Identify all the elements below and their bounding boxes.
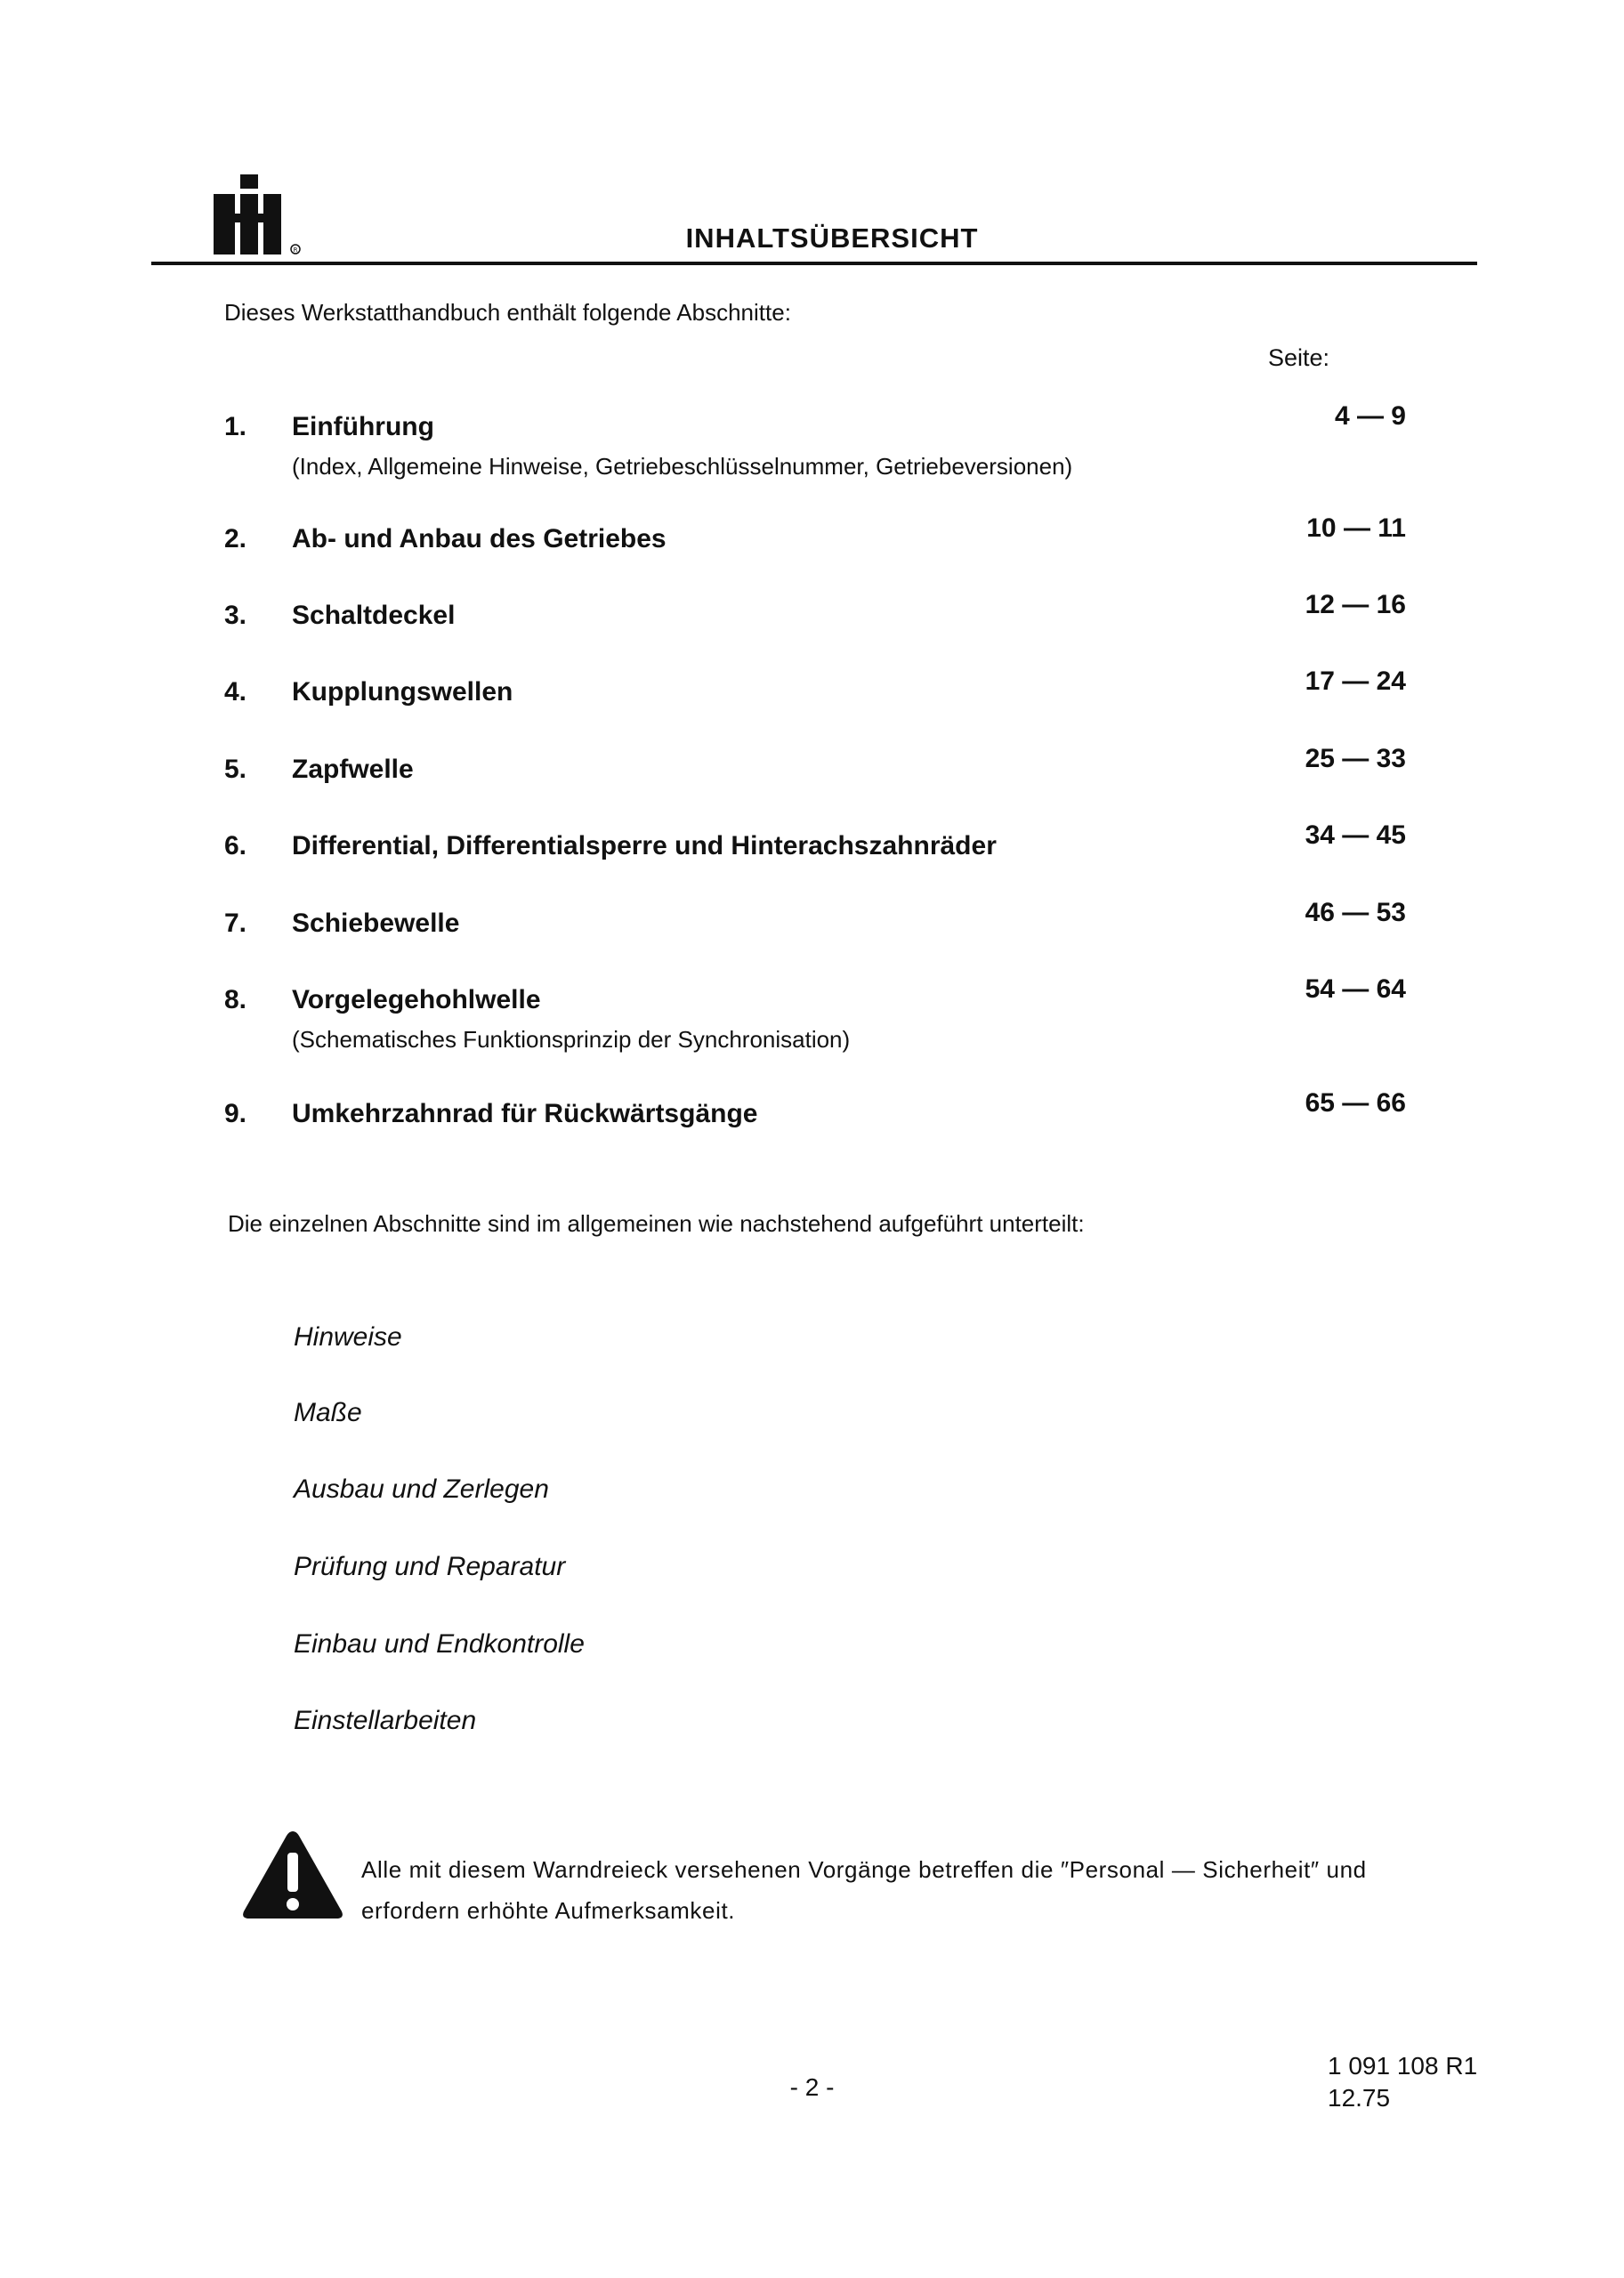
toc-entry-pages: 12 — 16 — [1305, 590, 1406, 619]
toc-entry-title: Einführung — [292, 412, 434, 441]
warning-triangle-icon — [240, 1828, 345, 1922]
toc-entry-number: 4. — [224, 677, 247, 707]
toc-entry-title: Schaltdeckel — [292, 601, 456, 630]
intro-text: Dieses Werkstatthandbuch enthält folgende Abschnitte: — [224, 299, 791, 326]
header-rule — [151, 262, 1477, 265]
subdivision-item: Ausbau und Zerlegen — [294, 1474, 549, 1504]
subdivision-item: Einstellarbeiten — [294, 1706, 477, 1735]
toc-entry-title: Umkehrzahnrad für Rückwärtsgänge — [292, 1099, 758, 1128]
toc-entry-pages: 54 — 64 — [1305, 974, 1406, 1004]
subdivision-item: Prüfung und Reparatur — [294, 1552, 566, 1581]
pages-column-label: Seite: — [1268, 344, 1330, 371]
toc-entry-subtitle: (Schematisches Funktionsprinzip der Synchronisation) — [292, 1026, 851, 1053]
toc-entry-number: 3. — [224, 601, 247, 630]
svg-text:R: R — [293, 246, 298, 254]
subdivision-intro: Die einzelnen Abschnitte sind im allgemeinen wie nachstehend aufgeführt unterteilt: — [228, 1210, 1085, 1237]
toc-entry-number: 6. — [224, 831, 247, 860]
toc-entry-title: Zapfwelle — [292, 755, 414, 784]
subdivision-item: Einbau und Endkontrolle — [294, 1629, 585, 1659]
toc-entry-title: Kupplungswellen — [292, 677, 513, 707]
toc-entry-pages: 34 — 45 — [1305, 820, 1406, 850]
toc-entry-number: 1. — [224, 412, 247, 441]
toc-entry-number: 5. — [224, 755, 247, 784]
page-number: - 2 - — [789, 2073, 835, 2101]
toc-entry-title: Vorgelegehohlwelle — [292, 985, 541, 1014]
warning-text-line2: erfordern erhöhte Aufmerksamkeit. — [361, 1897, 736, 1924]
toc-entry-number: 2. — [224, 524, 247, 553]
toc-entry-pages: 65 — 66 — [1305, 1088, 1406, 1118]
document-number: 1 091 108 R1 — [1328, 2052, 1478, 2080]
page-title: INHALTSÜBERSICHT — [685, 222, 979, 254]
toc-entry-title: Differential, Differentialsperre und Hinterachszahnräder — [292, 831, 997, 860]
toc-entry-pages: 4 — 9 — [1334, 401, 1406, 431]
toc-entry-number: 8. — [224, 985, 247, 1014]
document-date: 12.75 — [1328, 2084, 1391, 2112]
toc-entry-pages: 25 — 33 — [1305, 744, 1406, 773]
subdivision-item: Hinweise — [294, 1322, 402, 1352]
toc-entry-pages: 46 — 53 — [1305, 898, 1406, 927]
subdivision-item: Maße — [294, 1398, 362, 1427]
toc-entry-pages: 10 — 11 — [1306, 513, 1406, 543]
toc-entry-subtitle: (Index, Allgemeine Hinweise, Getriebeschlüsselnummer, Getriebeversionen) — [292, 453, 1073, 480]
toc-entry-pages: 17 — 24 — [1305, 666, 1406, 696]
warning-text-line1: Alle mit diesem Warndreieck versehenen Vorgänge betreffen die ″Personal — Sicherheit″ und — [361, 1856, 1367, 1883]
toc-entry-title: Schiebewelle — [292, 909, 460, 938]
toc-entry-title: Ab- und Anbau des Getriebes — [292, 524, 667, 553]
toc-entry-number: 7. — [224, 909, 247, 938]
toc-entry-number: 9. — [224, 1099, 247, 1128]
